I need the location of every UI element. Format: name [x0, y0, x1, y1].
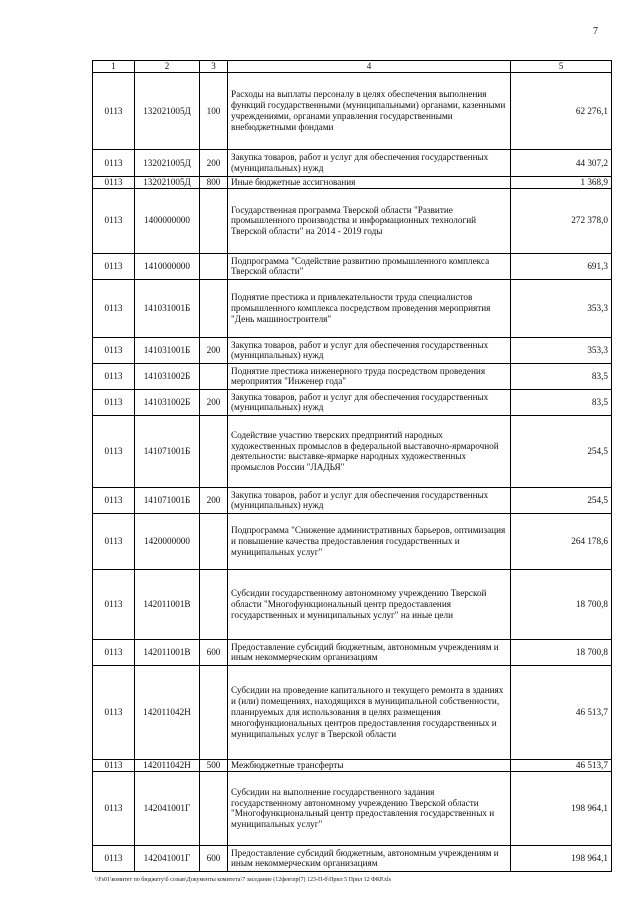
- code-cell: 141031002Б: [135, 389, 200, 415]
- amount-cell: 62 276,1: [511, 73, 612, 150]
- table-body: [93, 73, 612, 872]
- table-row: [93, 487, 612, 513]
- amount-cell: 691,3: [511, 253, 612, 279]
- type-cell: 200: [200, 150, 228, 177]
- code-cell: 142041001Г: [135, 771, 200, 845]
- name-cell: Подпрограмма "Снижение административных барьеров, оптимизация и повышение качества предоставления государственных и муниципальных услуг": [228, 513, 511, 569]
- table-row: [93, 389, 612, 415]
- code-cell: 141031001Б: [135, 337, 200, 363]
- header-col-2: 2: [135, 61, 200, 73]
- name-cell: Поднятие престижа и привлекательности труда специалистов промышленного комплекса посредством проведения мероприятия "День машиностроителя": [228, 279, 511, 337]
- type-cell: [200, 569, 228, 639]
- table-row: [93, 845, 612, 871]
- amount-cell: 18 700,8: [511, 569, 612, 639]
- code-cell: 142011042Н: [135, 665, 200, 759]
- section-cell: 0113: [93, 150, 135, 177]
- section-cell: 0113: [93, 639, 135, 665]
- amount-cell: 1 368,9: [511, 177, 612, 189]
- code-cell: 132021005Д: [135, 73, 200, 150]
- amount-cell: 44 307,2: [511, 150, 612, 177]
- table-row: [93, 771, 612, 845]
- amount-cell: 198 964,1: [511, 845, 612, 871]
- header-col-1: 1: [93, 61, 135, 73]
- section-cell: 0113: [93, 665, 135, 759]
- table-row: [93, 569, 612, 639]
- name-cell: Закупка товаров, работ и услуг для обеспечения государственных (муниципальных) нужд: [228, 487, 511, 513]
- code-cell: 141071001Б: [135, 415, 200, 487]
- section-cell: 0113: [93, 73, 135, 150]
- code-cell: 141031001Б: [135, 279, 200, 337]
- type-cell: [200, 771, 228, 845]
- section-cell: 0113: [93, 389, 135, 415]
- type-cell: 500: [200, 759, 228, 771]
- name-cell: Государственная программа Тверской области "Развитие промышленного производства и информационных технологий Тверской области" на 2014 - 2019 годы: [228, 188, 511, 253]
- type-cell: [200, 415, 228, 487]
- amount-cell: 264 178,6: [511, 513, 612, 569]
- header-col-4: 4: [228, 61, 511, 73]
- code-cell: 142011042Н: [135, 759, 200, 771]
- type-cell: [200, 665, 228, 759]
- table-row: [93, 73, 612, 150]
- name-cell: Закупка товаров, работ и услуг для обеспечения государственных (муниципальных) нужд: [228, 389, 511, 415]
- section-cell: 0113: [93, 177, 135, 189]
- type-cell: 200: [200, 487, 228, 513]
- name-cell: Расходы на выплаты персоналу в целях обеспечения выполнения функций государственными (муниципальными) органами, казенными учреждениями, органами управления государственными внебюджетными фондами: [228, 73, 511, 150]
- code-cell: 142011001В: [135, 569, 200, 639]
- code-cell: 132021005Д: [135, 150, 200, 177]
- name-cell: Предоставление субсидий бюджетным, автономным учреждениям и иным некоммерческим организациям: [228, 639, 511, 665]
- amount-cell: 353,3: [511, 337, 612, 363]
- type-cell: 800: [200, 177, 228, 189]
- footer-file-path: \\Fs01\комитет по бюджету\б созыв\Документы комитета\7 заседание (12фев\пр(7) 123-П-б\Прил 5 Прил 12 ФКР.xls: [95, 877, 391, 883]
- name-cell: Подпрограмма "Содействие развитию промышленного комплекса Тверской области": [228, 253, 511, 279]
- code-cell: 1410000000: [135, 253, 200, 279]
- name-cell: Иные бюджетные ассигнования: [228, 177, 511, 189]
- section-cell: 0113: [93, 415, 135, 487]
- amount-cell: 46 513,7: [511, 665, 612, 759]
- section-cell: 0113: [93, 253, 135, 279]
- name-cell: Предоставление субсидий бюджетным, автономным учреждениям и иным некоммерческим организациям: [228, 845, 511, 871]
- section-cell: 0113: [93, 337, 135, 363]
- table-row: [93, 759, 612, 771]
- amount-cell: 272 378,0: [511, 188, 612, 253]
- table-row: [93, 150, 612, 177]
- name-cell: Субсидии на проведение капитального и текущего ремонта в зданиях и (или) помещениях, находящихся в муниципальной собственности, планируемых для использования в целях размещения многофункциональных центров предоставления государственных и муниципальных услуг в Тверской области: [228, 665, 511, 759]
- name-cell: Поднятие престижа инженерного труда посредством проведения мероприятия "Инженер года": [228, 363, 511, 389]
- page-number: 7: [593, 26, 598, 37]
- type-cell: 600: [200, 639, 228, 665]
- type-cell: 600: [200, 845, 228, 871]
- type-cell: 100: [200, 73, 228, 150]
- type-cell: [200, 513, 228, 569]
- table-row: [93, 513, 612, 569]
- header-col-5: 5: [511, 61, 612, 73]
- amount-cell: 254,5: [511, 415, 612, 487]
- amount-cell: 18 700,8: [511, 639, 612, 665]
- table-row: [93, 337, 612, 363]
- type-cell: 200: [200, 389, 228, 415]
- section-cell: 0113: [93, 513, 135, 569]
- table-row: [93, 415, 612, 487]
- code-cell: 141071001Б: [135, 487, 200, 513]
- section-cell: 0113: [93, 771, 135, 845]
- name-cell: Содействие участию тверских предприятий народных художественных промыслов в федеральной выставочно-ярмарочной деятельности: выставке-ярмарке народных художественных промыслов России "ЛАДЬЯ": [228, 415, 511, 487]
- section-cell: 0113: [93, 569, 135, 639]
- amount-cell: 83,5: [511, 363, 612, 389]
- amount-cell: 46 513,7: [511, 759, 612, 771]
- header-col-3: 3: [200, 61, 228, 73]
- code-cell: 142011001В: [135, 639, 200, 665]
- name-cell: Субсидии государственному автономному учреждению Тверской области "Многофункциональный центр предоставления государственных и муниципальных услуг" на иные цели: [228, 569, 511, 639]
- name-cell: Межбюджетные трансферты: [228, 759, 511, 771]
- section-cell: 0113: [93, 363, 135, 389]
- code-cell: 141031002Б: [135, 363, 200, 389]
- section-cell: 0113: [93, 845, 135, 871]
- table-row: [93, 253, 612, 279]
- type-cell: [200, 279, 228, 337]
- type-cell: [200, 363, 228, 389]
- amount-cell: 198 964,1: [511, 771, 612, 845]
- table-row: [93, 177, 612, 189]
- table-row: [93, 639, 612, 665]
- table-header-row: [93, 61, 612, 73]
- amount-cell: 353,3: [511, 279, 612, 337]
- type-cell: [200, 188, 228, 253]
- amount-cell: 254,5: [511, 487, 612, 513]
- name-cell: Субсидии на выполнение государственного задания государственному автономному учреждению Тверской области "Многофункциональный центр предоставления государственных и муниципальных услуг": [228, 771, 511, 845]
- table-row: [93, 363, 612, 389]
- budget-table: [92, 60, 612, 872]
- code-cell: 132021005Д: [135, 177, 200, 189]
- section-cell: 0113: [93, 279, 135, 337]
- code-cell: 1400000000: [135, 188, 200, 253]
- section-cell: 0113: [93, 188, 135, 253]
- type-cell: [200, 253, 228, 279]
- table-row: [93, 279, 612, 337]
- table-row: [93, 188, 612, 253]
- code-cell: 142041001Г: [135, 845, 200, 871]
- table-row: [93, 665, 612, 759]
- code-cell: 1420000000: [135, 513, 200, 569]
- name-cell: Закупка товаров, работ и услуг для обеспечения государственных (муниципальных) нужд: [228, 150, 511, 177]
- amount-cell: 83,5: [511, 389, 612, 415]
- name-cell: Закупка товаров, работ и услуг для обеспечения государственных (муниципальных) нужд: [228, 337, 511, 363]
- section-cell: 0113: [93, 487, 135, 513]
- section-cell: 0113: [93, 759, 135, 771]
- type-cell: 200: [200, 337, 228, 363]
